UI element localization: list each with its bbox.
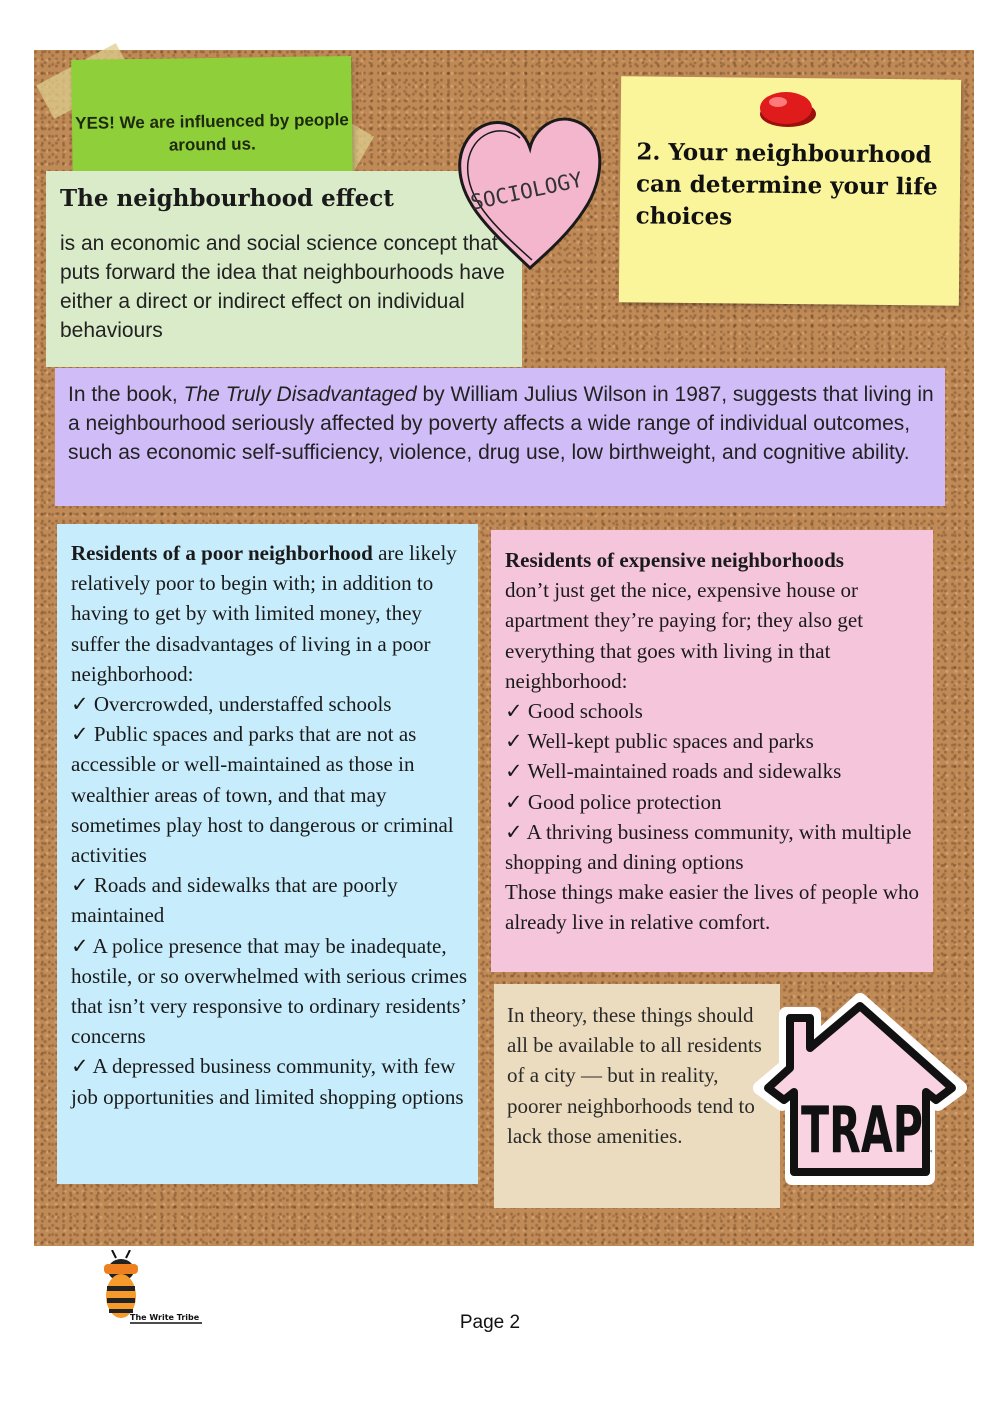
book-reference-text [68, 380, 934, 467]
bee-icon [96, 1250, 208, 1326]
list-item: ✓ A police presence that may be inadequate, hostile, or so overwhelmed with serious crimes that isn’t very responsive to ordinary residents’ concerns [71, 933, 468, 1049]
page-number: Page 2 [459, 1312, 521, 1333]
list-item: ✓ Good police protection [505, 789, 722, 814]
rich-heading [505, 545, 929, 575]
rich-heading-text: Residents of expensive neighborhoods [505, 548, 844, 572]
house-icon [752, 992, 968, 1188]
book-suffix: by William Julius Wilson in 1987, suggests that living in a neighbourhood seriously affected by poverty affects a wide range of individual outcomes, such as economic self-sufficiency, violence, drug use, low birthweight, and cognitive ability. [68, 383, 934, 464]
poor-neighborhood-box [57, 524, 478, 1184]
yellow-note-text: 2. Your neighbourhood can determine your life choices [635, 138, 938, 231]
theory-note-box [494, 984, 780, 1208]
list-item: ✓ Overcrowded, understaffed schools [71, 692, 392, 717]
list-item: ✓ A depressed business community, with few job opportunities and limited shopping options [71, 1054, 464, 1109]
rich-outro: Those things make easier the lives of people who already live in relative comfort. [505, 880, 920, 935]
logo-text: The Write Tribe [130, 1313, 200, 1322]
book-prefix: In the book, [68, 383, 184, 406]
heart-icon [450, 100, 610, 280]
write-tribe-logo [96, 1250, 208, 1326]
list-item: ✓ Roads and sidewalks that are poorly maintained [71, 873, 398, 928]
list-item: ✓ A thriving business community, with multiple shopping and dining options [505, 819, 912, 875]
green-sticky-note [71, 56, 353, 188]
theory-text: In theory, these things should all be available to all residents of a city — but in reality, poorer neighborhoods tend to lack those amenities. [507, 1003, 762, 1148]
poor-intro-text: are likely relatively poor to begin with; in addition to having to get by with limited money, they suffer the disadvantages of living in a poor neighborhood: [71, 541, 457, 686]
effect-title: The neighbourhood effect [60, 185, 394, 212]
poor-heading: Residents of a poor neighborhood [71, 541, 373, 565]
list-item: ✓ Well-maintained roads and sidewalks [505, 759, 842, 784]
heart-label: SOCIOLOGY [468, 167, 585, 215]
effect-description: is an economic and social science concept that puts forward the idea that neighbourhoods have either a direct or indirect effect on individual behaviours [60, 232, 505, 342]
list-item: ✓ Good schools [505, 699, 643, 724]
rich-intro: don’t just get the nice, expensive house or apartment they’re paying for; they also get everything that goes with living in that neighborhood: [505, 578, 864, 693]
poor-intro [71, 538, 471, 689]
trademark-mark: ™ [926, 1149, 934, 1158]
list-item: ✓ Public spaces and parks that are not as accessible or well-maintained as those in wealthier areas of town, and that may sometimes play host to dangerous or criminal activities [71, 722, 454, 868]
trap-label: TRAP [801, 1094, 923, 1168]
expensive-neighborhood-box [491, 530, 933, 972]
list-item: ✓ Well-kept public spaces and parks [505, 729, 814, 754]
push-pin-icon [752, 84, 822, 134]
book-title: The Truly Disadvantaged [183, 383, 417, 406]
green-note-text: YES! We are influenced by people around us. [75, 110, 349, 155]
book-reference-box [55, 368, 945, 506]
sociology-heart-sticker [450, 100, 610, 280]
trap-house-sticker [752, 992, 968, 1188]
